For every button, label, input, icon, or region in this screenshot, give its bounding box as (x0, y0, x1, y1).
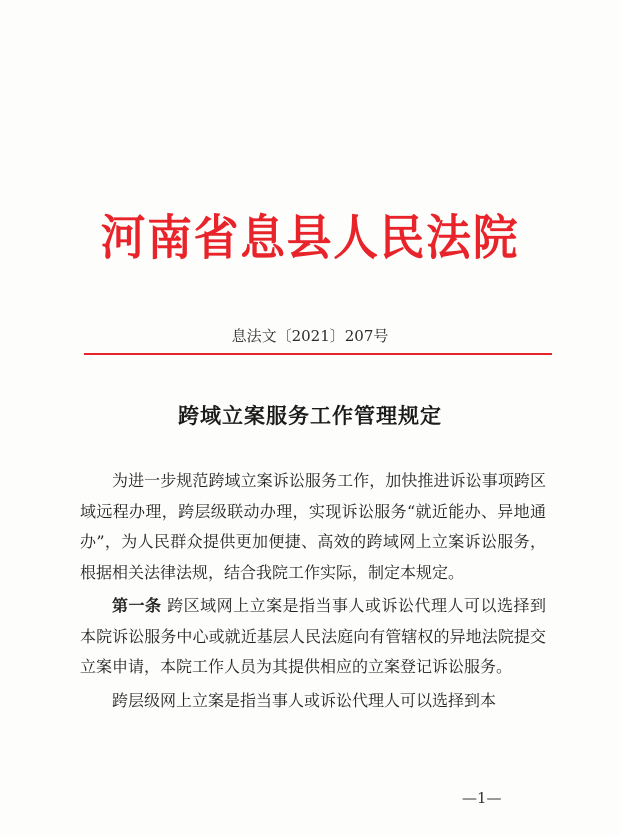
paragraph-text: 跨区域网上立案是指当事人或诉讼代理人可以选择到本院诉讼服务中心或就近基层人民法庭向有管辖权的异地法院提交立案申请，本院工作人员为其提供相应的立案登记诉讼服务。 (80, 596, 546, 676)
preamble-paragraph (80, 466, 546, 588)
paragraph-text: 跨层级网上立案是指当事人或诉讼代理人可以选择到本 (112, 690, 497, 710)
document-number: 息法文〔2021〕207号 (231, 327, 389, 345)
document-body (80, 466, 546, 719)
paragraph-text: 为进一步规范跨域立案诉讼服务工作，加快推进诉讼事项跨区域远程办理，跨层级联动办理，实现诉讼服务“就近能办、异地通办”，为人民群众提供更加便捷、高效的跨域网上立案诉讼服务，根据相关法律法规，结合我院工作实际，制定本规定。 (80, 471, 546, 582)
issuer-masthead: 河南省息县人民法院 (100, 210, 520, 266)
page-number: —1— (462, 789, 502, 807)
continuation-paragraph (80, 686, 546, 717)
article-heading: 第一条 (112, 596, 162, 615)
document-title: 跨域立案服务工作管理规定 (178, 403, 442, 428)
article-1-paragraph (80, 591, 546, 683)
red-divider-line (84, 353, 552, 355)
